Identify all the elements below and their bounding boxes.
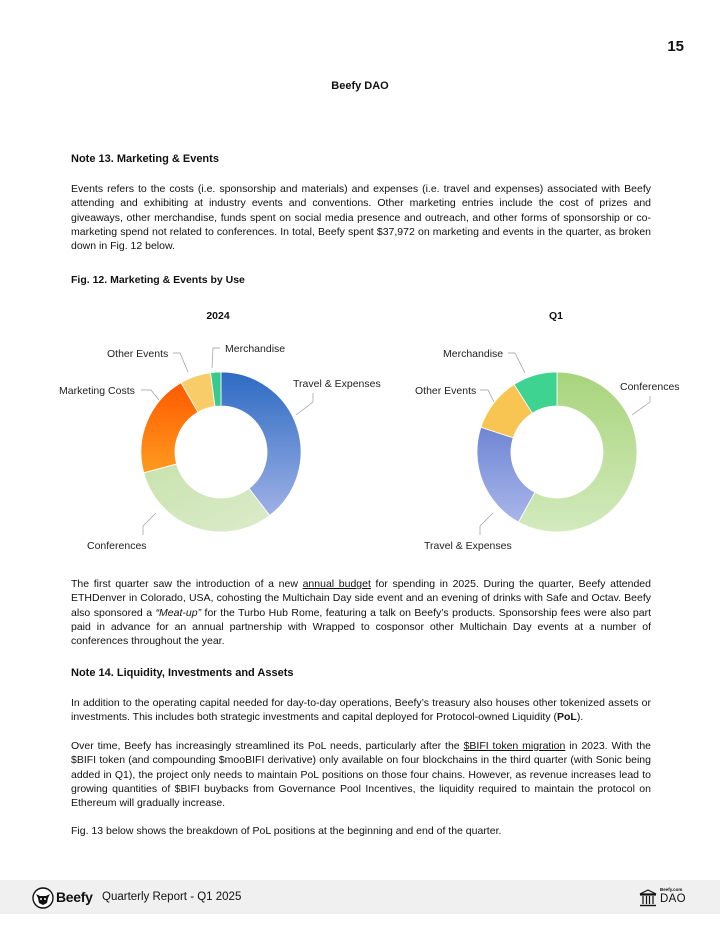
beefy-dao-logo: [638, 886, 686, 910]
figure12-charts: [0, 330, 720, 560]
label-other-events-2024: Other Events: [107, 348, 169, 360]
note13-heading: Note 13. Marketing & Events: [71, 153, 219, 165]
label-conferences-q1: Conferences: [620, 381, 680, 393]
temple-icon: [638, 888, 658, 908]
paragraph-after-figure12: [71, 577, 651, 648]
donut-chart-2024: [141, 372, 301, 532]
footer-brand: Beefy: [56, 889, 93, 905]
note14-paragraph1: [71, 696, 651, 725]
pol-term: PoL: [556, 711, 577, 724]
header-title: Beefy DAO: [331, 80, 389, 92]
note14-paragraph3: Fig. 13 below shows the breakdown of PoL positions at the beginning and end of the quarter.: [71, 825, 502, 837]
label-other-events-q1: Other Events: [415, 385, 477, 397]
slice-travel-and-expenses-2024: [221, 372, 301, 515]
note13-paragraph: Events refers to the costs (i.e. sponsorship and materials) and expenses (i.e. travel and expenses) associated with Beefy attending and exhibiting at industry events and conventions. Other marketing entries include the cost of prizes and giveaways, other merchandise, funds spent on social media presence and outreach, and other forms of sponsorship or co-marketing spend not related to conferences. In total, Beefy spent $37,972 on marketing and events in the quarter, as broken down in Fig. 12 below.: [71, 183, 651, 253]
leader-line-marketing-2024: [141, 390, 159, 400]
note14-p1-part2: ).: [576, 711, 584, 724]
note14-p2-part1: Over time, Beefy has increasingly streamlined its PoL needs, particularly after the: [71, 740, 464, 752]
leader-line-travel-2024: [296, 393, 313, 415]
note14-paragraph2: [71, 739, 651, 810]
paragraph-after-part1: The first quarter saw the introduction of a new: [71, 578, 303, 590]
label-travel-2024: Travel & Expenses: [293, 378, 381, 390]
page-number: 15: [667, 38, 684, 55]
footer-report-title: Quarterly Report - Q1 2025: [102, 891, 242, 903]
bifi-token-migration-link[interactable]: $BIFI token migration: [463, 740, 566, 752]
footer: [0, 880, 720, 914]
label-conferences-2024: Conferences: [87, 540, 147, 552]
note14-heading: Note 14. Liquidity, Investments and Assets: [71, 667, 294, 679]
dao-big-text: DAO: [660, 893, 686, 905]
slice-travel-and-expenses-q1: [477, 427, 535, 522]
chart-title-2024: 2024: [206, 310, 230, 322]
beefy-cow-logo-icon: [32, 887, 54, 909]
leader-line-other-events-q1: [480, 390, 494, 402]
dao-small-text: Beefy.com: [660, 887, 683, 892]
annual-budget-link[interactable]: annual budget: [302, 578, 371, 590]
leader-line-other-events-2024: [173, 353, 188, 372]
leader-line-travel-q1: [480, 513, 493, 535]
leader-line-merchandise-q1: [508, 353, 525, 373]
note14-p1-part1: In addition to the operating capital needed for day-to-day operations, Beefy’s treasury also houses other tokenized assets or investments. This includes both strategic investments and capital deployed for Protocol-owned Liquidity (: [71, 697, 651, 724]
chart-title-q1: Q1: [548, 310, 563, 322]
note14-p2-part2: in 2023. With the $BIFI token (and compounding $mooBIFI derivative) only available on four blockchains in the third quarter (with Sonic being added in Q1), the project only needs to maintain PoL positions on those four chains. However, as revenue increases lead to growing quantities of $BIFI buybacks from Governance Pool Incentives, the liquidity required to maintain the protocol on Ethereum will gradually increase.: [71, 740, 652, 810]
leader-line-conferences-q1: [632, 396, 650, 415]
slice-conferences-2024: [144, 464, 270, 532]
donut-chart-q1: [477, 372, 637, 532]
paragraph-after-part3: for the Turbo Hub Rome, featuring a talk on Beefy’s products. Sponsorship fees were also part paid in advance for an annual partnership with Wrapped to cosponsor other Multichain Day events at a number of conferences throughout the year.: [71, 606, 652, 648]
paragraph-after-part2: for spending in 2025. During the quarter, Beefy attended ETHDenver in Colorado, USA, cohosting the Multichain Day side event and an evening of drinks with Safe and Octav. Beefy also sponsored a: [71, 578, 651, 619]
label-travel-q1: Travel & Expenses: [424, 540, 512, 552]
figure12-caption: Fig. 12. Marketing & Events by Use: [71, 274, 245, 286]
leader-line-merchandise-2024: [212, 348, 220, 368]
label-merchandise-2024: Merchandise: [225, 343, 286, 355]
leader-line-conferences-2024: [143, 513, 156, 535]
meat-up-text: “Meat-up”: [155, 606, 202, 619]
label-marketing-2024: Marketing Costs: [59, 385, 135, 397]
label-merchandise-q1: Merchandise: [443, 348, 504, 360]
